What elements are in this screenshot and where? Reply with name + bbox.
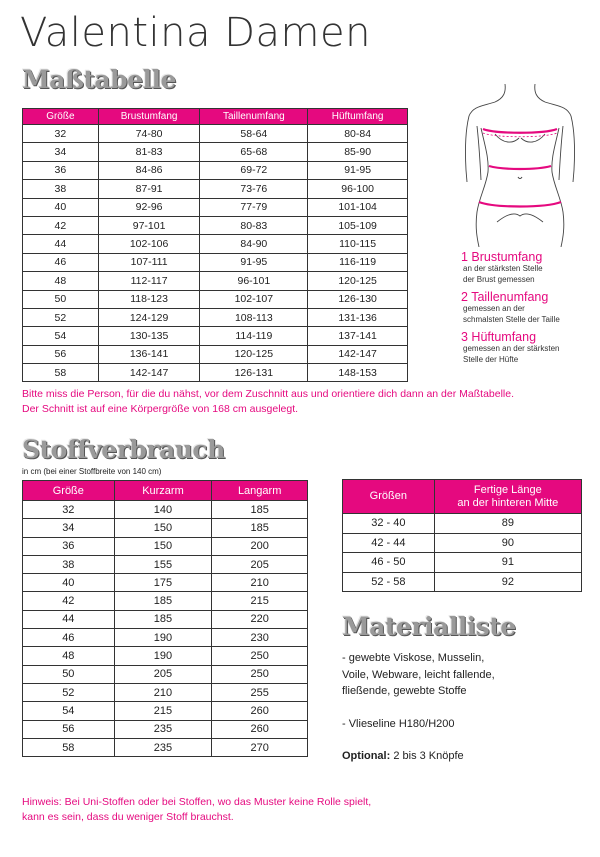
optional-text: 2 bis 3 Knöpfe — [390, 750, 464, 762]
cell-short-sleeve: 185 — [114, 610, 212, 628]
table-row — [23, 125, 408, 143]
table-row — [23, 610, 308, 628]
cell-waist: 69-72 — [200, 161, 308, 179]
cell-bust: 107-111 — [98, 253, 200, 271]
cell-hip: 101-104 — [308, 198, 408, 216]
size-chart-table — [22, 108, 408, 382]
cell-waist: 65-68 — [200, 143, 308, 161]
cell-hip: 85-90 — [308, 143, 408, 161]
cell-size: 56 — [23, 345, 99, 363]
legend-hip — [461, 330, 560, 365]
column-header-waist: Taillenumfang — [200, 109, 308, 125]
cell-bust: 97-101 — [98, 216, 200, 234]
column-header-sizes: Größen — [343, 480, 435, 514]
fabric-table — [22, 480, 308, 757]
cell-long-sleeve: 215 — [212, 592, 308, 610]
cell-bust: 87-91 — [98, 180, 200, 198]
column-header-short-sleeve: Kurzarm — [114, 481, 212, 501]
finished-length-line-1: Fertige Länge — [473, 483, 542, 496]
cell-size: 36 — [23, 161, 99, 179]
measure-note — [22, 387, 592, 417]
table-row — [23, 308, 408, 326]
cell-size: 44 — [23, 235, 99, 253]
table-row — [23, 720, 308, 738]
cell-short-sleeve: 150 — [114, 519, 212, 537]
cell-finished-length: 89 — [434, 514, 581, 534]
cell-waist: 108-113 — [200, 308, 308, 326]
cell-size-range: 52 - 58 — [343, 572, 435, 592]
materials-heading: Materialliste — [342, 612, 516, 641]
cell-long-sleeve: 230 — [212, 629, 308, 647]
table-row — [343, 572, 582, 592]
cell-long-sleeve: 185 — [212, 519, 308, 537]
cell-bust: 102-106 — [98, 235, 200, 253]
cell-short-sleeve: 205 — [114, 665, 212, 683]
table-row — [23, 327, 408, 345]
cell-waist: 120-125 — [200, 345, 308, 363]
table-row — [343, 553, 582, 573]
finished-length-line-2: an der hinteren Mitte — [457, 496, 559, 509]
optional-label: Optional: — [342, 750, 391, 762]
table-row — [23, 161, 408, 179]
cell-finished-length: 92 — [434, 572, 581, 592]
cell-size: 54 — [23, 327, 99, 345]
cell-size: 46 — [23, 629, 115, 647]
measure-note-line-1: Bitte miss die Person, für die du nähst, vor dem Zuschnitt aus und orientiere dich dann an der Maßtabelle. — [22, 388, 515, 400]
table-row — [23, 180, 408, 198]
cell-hip: 80-84 — [308, 125, 408, 143]
table-header-row — [343, 480, 582, 514]
cell-size: 44 — [23, 610, 115, 628]
cell-long-sleeve: 210 — [212, 574, 308, 592]
cell-bust: 142-147 — [98, 364, 200, 382]
material-item-fabrics — [342, 650, 582, 700]
cell-long-sleeve: 255 — [212, 683, 308, 701]
table-row — [23, 629, 308, 647]
table-row — [23, 216, 408, 234]
cell-long-sleeve: 205 — [212, 555, 308, 573]
table-row — [23, 592, 308, 610]
table-row — [343, 514, 582, 534]
cell-hip: 126-130 — [308, 290, 408, 308]
table-header-row — [23, 109, 408, 125]
material-item-line: fließende, gewebte Stoffe — [342, 685, 467, 697]
column-header-size: Größe — [23, 109, 99, 125]
legend-bust-desc-1: an der stärksten Stelle — [463, 264, 543, 273]
cell-long-sleeve: 250 — [212, 647, 308, 665]
column-header-finished-length — [434, 480, 581, 514]
cell-size-range: 46 - 50 — [343, 553, 435, 573]
cell-short-sleeve: 150 — [114, 537, 212, 555]
legend-bust — [461, 250, 543, 285]
cell-size: 40 — [23, 574, 115, 592]
cell-size: 42 — [23, 592, 115, 610]
table-row — [23, 665, 308, 683]
cell-finished-length: 91 — [434, 553, 581, 573]
material-item-interfacing: - Vlieseline H180/H200 — [342, 717, 455, 730]
cell-size: 56 — [23, 720, 115, 738]
cell-bust: 92-96 — [98, 198, 200, 216]
cell-size: 58 — [23, 364, 99, 382]
table-row — [23, 537, 308, 555]
cell-waist: 73-76 — [200, 180, 308, 198]
legend-hip-desc-2: Stelle der Hüfte — [463, 354, 519, 364]
column-header-long-sleeve: Langarm — [212, 481, 308, 501]
legend-waist-desc-2: schmalsten Stelle der Taille — [463, 314, 560, 324]
table-row — [23, 647, 308, 665]
column-header-size: Größe — [23, 481, 115, 501]
cell-size: 34 — [23, 519, 115, 537]
cell-waist: 96-101 — [200, 272, 308, 290]
cell-bust: 118-123 — [98, 290, 200, 308]
cell-size: 40 — [23, 198, 99, 216]
fabric-hint — [22, 795, 592, 825]
cell-size: 48 — [23, 272, 99, 290]
cell-waist: 91-95 — [200, 253, 308, 271]
column-header-hip: Hüftumfang — [308, 109, 408, 125]
cell-waist: 77-79 — [200, 198, 308, 216]
table-row — [23, 738, 308, 756]
cell-size: 42 — [23, 216, 99, 234]
legend-waist-title: 2 Taillenumfang — [461, 290, 549, 304]
cell-hip: 148-153 — [308, 364, 408, 382]
table-header-row — [23, 481, 308, 501]
fabric-hint-line-1: Hinweis: Bei Uni-Stoffen oder bei Stoffen, wo das Muster keine Rolle spielt, — [22, 796, 372, 808]
cell-short-sleeve: 190 — [114, 629, 212, 647]
cell-long-sleeve: 185 — [212, 501, 308, 519]
cell-waist: 114-119 — [200, 327, 308, 345]
table-row — [23, 143, 408, 161]
cell-waist: 126-131 — [200, 364, 308, 382]
cell-bust: 84-86 — [98, 161, 200, 179]
cell-size: 46 — [23, 253, 99, 271]
cell-size: 32 — [23, 125, 99, 143]
cell-bust: 74-80 — [98, 125, 200, 143]
table-row — [23, 702, 308, 720]
table-row — [23, 253, 408, 271]
length-table — [342, 479, 582, 592]
cell-waist: 84-90 — [200, 235, 308, 253]
cell-bust: 124-129 — [98, 308, 200, 326]
cell-long-sleeve: 250 — [212, 665, 308, 683]
cell-long-sleeve: 220 — [212, 610, 308, 628]
cell-long-sleeve: 260 — [212, 720, 308, 738]
cell-waist: 80-83 — [200, 216, 308, 234]
cell-short-sleeve: 175 — [114, 574, 212, 592]
cell-size: 38 — [23, 180, 99, 198]
cell-size: 52 — [23, 308, 99, 326]
table-row — [23, 272, 408, 290]
cell-short-sleeve: 235 — [114, 738, 212, 756]
table-row — [343, 533, 582, 553]
cell-bust: 136-141 — [98, 345, 200, 363]
cell-size-range: 42 - 44 — [343, 533, 435, 553]
cell-size: 34 — [23, 143, 99, 161]
column-header-bust: Brustumfang — [98, 109, 200, 125]
cell-size-range: 32 - 40 — [343, 514, 435, 534]
cell-finished-length: 90 — [434, 533, 581, 553]
cell-size: 36 — [23, 537, 115, 555]
cell-short-sleeve: 235 — [114, 720, 212, 738]
material-item-optional — [342, 748, 582, 765]
cell-bust: 130-135 — [98, 327, 200, 345]
cell-hip: 116-119 — [308, 253, 408, 271]
table-row — [23, 574, 308, 592]
cell-size: 50 — [23, 290, 99, 308]
legend-waist — [461, 290, 560, 325]
cell-size: 54 — [23, 702, 115, 720]
measure-note-line-2: Der Schnitt ist auf eine Körpergröße von 168 cm ausgelegt. — [22, 403, 299, 415]
body-measurement-figure — [455, 82, 585, 247]
table-row — [23, 364, 408, 382]
legend-hip-desc-1: gemessen an der stärksten — [463, 344, 560, 353]
cell-hip: 96-100 — [308, 180, 408, 198]
cell-short-sleeve: 185 — [114, 592, 212, 610]
cell-short-sleeve: 190 — [114, 647, 212, 665]
cell-hip: 131-136 — [308, 308, 408, 326]
cell-short-sleeve: 140 — [114, 501, 212, 519]
cell-hip: 142-147 — [308, 345, 408, 363]
cell-waist: 58-64 — [200, 125, 308, 143]
table-row — [23, 198, 408, 216]
table-row — [23, 683, 308, 701]
legend-bust-desc-2: der Brust gemessen — [463, 274, 535, 284]
materials-list — [342, 650, 582, 765]
cell-long-sleeve: 270 — [212, 738, 308, 756]
cell-short-sleeve: 155 — [114, 555, 212, 573]
material-item-line: - gewebte Viskose, Musselin, — [342, 652, 485, 664]
legend-waist-desc-1: gemessen an der — [463, 304, 525, 313]
cell-bust: 112-117 — [98, 272, 200, 290]
cell-size: 52 — [23, 683, 115, 701]
fabric-heading: Stoffverbrauch — [22, 435, 225, 464]
table-row — [23, 235, 408, 253]
cell-hip: 91-95 — [308, 161, 408, 179]
fabric-subnote: in cm (bei einer Stoffbreite von 140 cm) — [22, 467, 162, 476]
fabric-hint-line-2: kann es sein, dass du weniger Stoff brauchst. — [22, 811, 234, 823]
legend-bust-title: 1 Brustumfang — [461, 250, 543, 264]
cell-bust: 81-83 — [98, 143, 200, 161]
legend-hip-title: 3 Hüftumfang — [461, 330, 537, 344]
cell-size: 48 — [23, 647, 115, 665]
cell-size: 50 — [23, 665, 115, 683]
cell-size: 38 — [23, 555, 115, 573]
material-item-line: Voile, Webware, leicht fallende, — [342, 668, 495, 681]
table-row — [23, 501, 308, 519]
cell-hip: 110-115 — [308, 235, 408, 253]
table-row — [23, 555, 308, 573]
cell-hip: 120-125 — [308, 272, 408, 290]
cell-hip: 105-109 — [308, 216, 408, 234]
cell-short-sleeve: 215 — [114, 702, 212, 720]
cell-hip: 137-141 — [308, 327, 408, 345]
table-row — [23, 519, 308, 537]
table-row — [23, 345, 408, 363]
cell-size: 58 — [23, 738, 115, 756]
page-title: Valentina Damen — [20, 10, 371, 56]
cell-long-sleeve: 200 — [212, 537, 308, 555]
size-chart-heading: Maßtabelle — [22, 65, 176, 94]
cell-long-sleeve: 260 — [212, 702, 308, 720]
cell-short-sleeve: 210 — [114, 683, 212, 701]
table-row — [23, 290, 408, 308]
cell-size: 32 — [23, 501, 115, 519]
cell-waist: 102-107 — [200, 290, 308, 308]
